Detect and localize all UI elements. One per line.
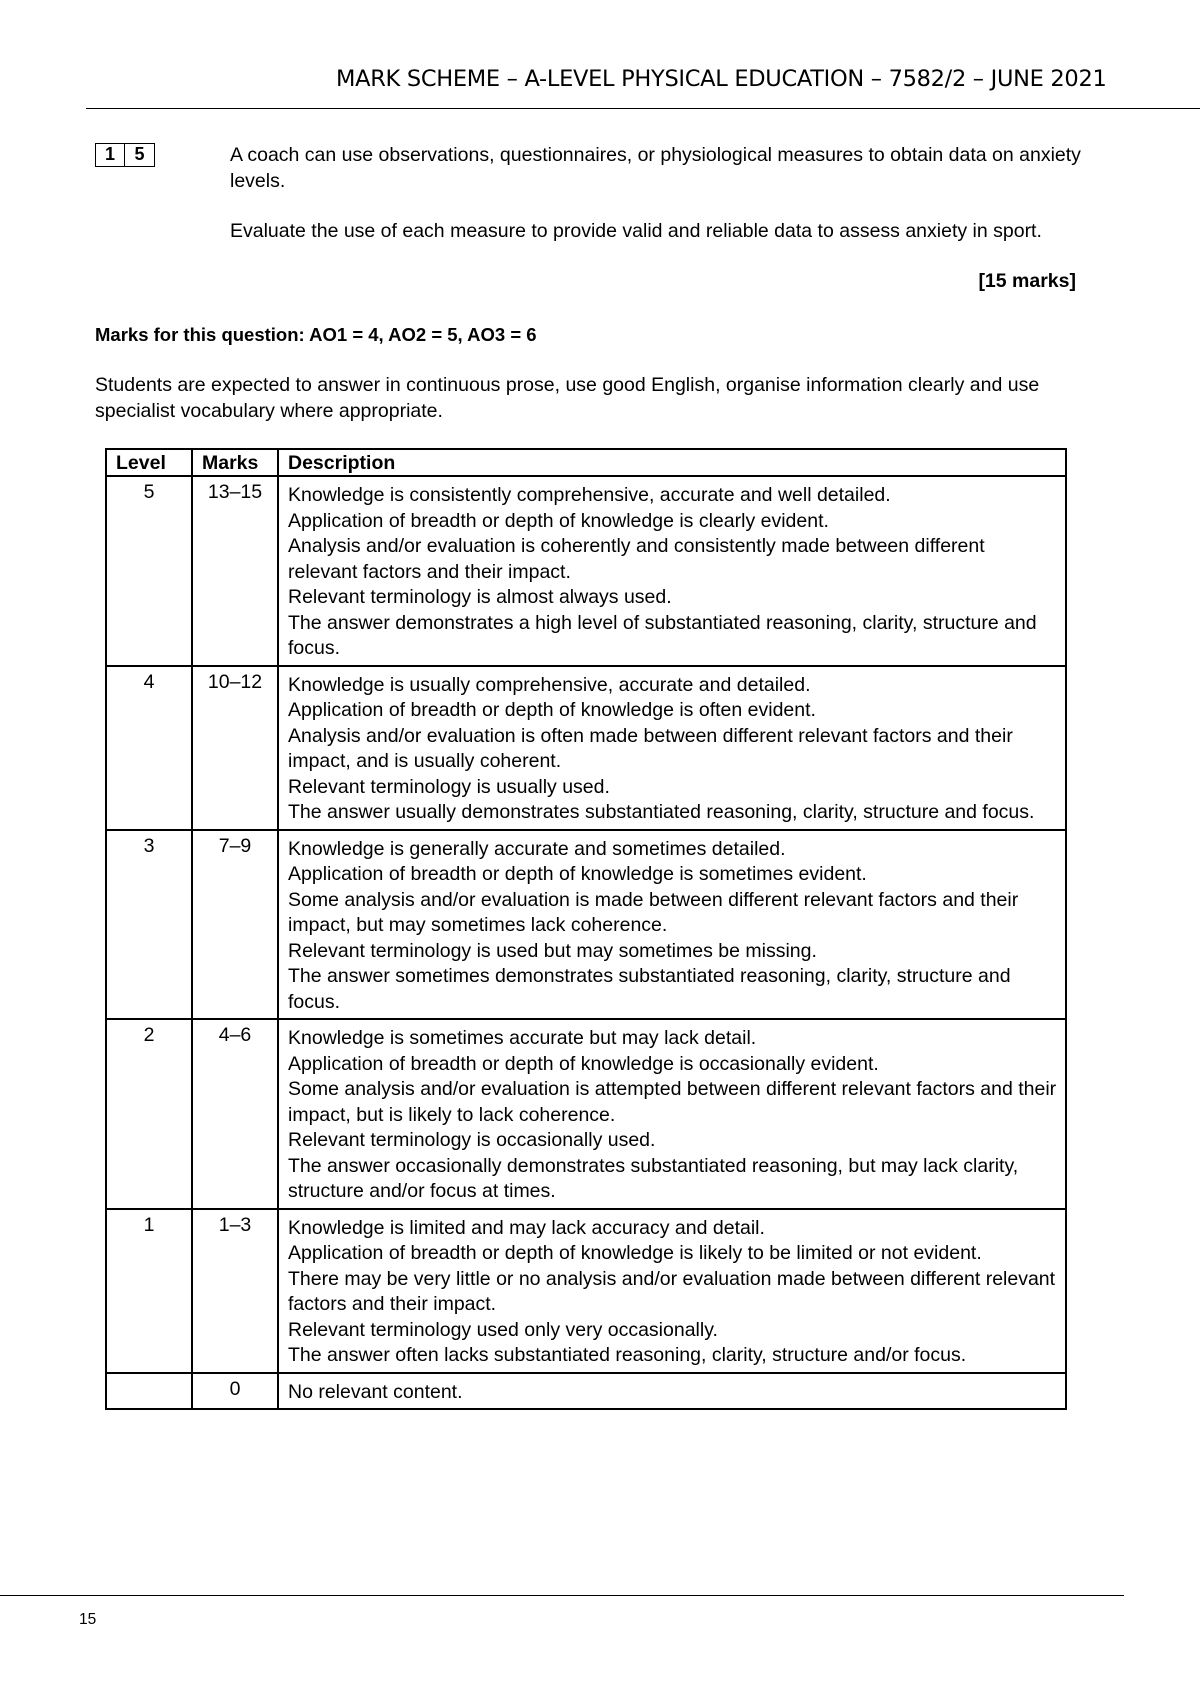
description-cell [278,1373,1066,1410]
level-cell: 4 [106,666,192,830]
marks-cell: 7–9 [192,830,278,1020]
description-line: Application of breadth or depth of knowledge is occasionally evident. [288,1052,879,1075]
page-header-title: MARK SCHEME – A-LEVEL PHYSICAL EDUCATION – 7582/2 – JUNE 2021 [336,66,1107,92]
description-line: Application of breadth or depth of knowledge is clearly evident. [288,509,829,532]
description-line: Relevant terminology is usually used. [288,775,610,798]
description-line: Knowledge is usually comprehensive, accurate and detailed. [288,673,811,696]
table-row [106,666,1066,830]
description-line: Relevant terminology is occasionally used. [288,1129,656,1151]
description-line: Application of breadth or depth of knowledge is sometimes evident. [288,863,867,885]
description-line: Analysis and/or evaluation is coherently and consistently made between different relevant factors and their impact. [288,535,985,583]
description-line: The answer demonstrates a high level of substantiated reasoning, clarity, structure and focus. [288,611,1037,659]
description-line: No relevant content. [288,1380,463,1403]
level-cell: 2 [106,1019,192,1209]
description-line: The answer usually demonstrates substantiated reasoning, clarity, structure and focus. [288,801,1035,823]
description-line: The answer sometimes demonstrates substantiated reasoning, clarity, structure and focus. [288,965,1011,1013]
level-cell: 5 [106,476,192,666]
marks-cell: 13–15 [192,476,278,666]
marks-cell: 1–3 [192,1209,278,1373]
description-line: Analysis and/or evaluation is often made between different relevant factors and their impact, and is usually coherent. [288,724,1013,772]
question-marks: [15 marks] [978,270,1076,292]
description-line: There may be very little or no analysis and/or evaluation made between different relevant factors and their impact. [288,1267,1056,1315]
question-stem: A coach can use observations, questionnaires, or physiological measures to obtain data on anxiety levels. [230,144,1081,192]
description-line: Knowledge is consistently comprehensive, accurate and well detailed. [288,484,891,506]
levels-table [105,448,1067,1410]
description-line: Some analysis and/or evaluation is made between different relevant factors and their impact, but may sometimes lack coherence. [288,888,1019,936]
table-row [106,1019,1066,1209]
description-line: Knowledge is sometimes accurate but may lack detail. [288,1027,757,1049]
description-line: Relevant terminology used only very occasionally. [288,1318,718,1341]
description-line: Application of breadth or depth of knowledge is often evident. [288,699,816,721]
description-line: Some analysis and/or evaluation is attempted between different relevant factors and their impact, but is likely to lack coherence. [288,1078,1057,1126]
description-line: The answer occasionally demonstrates substantiated reasoning, but may lack clarity, structure and/or focus at times. [288,1154,1019,1202]
header-description: Description [278,449,1066,476]
marks-cell: 10–12 [192,666,278,830]
question-number-digit: 5 [125,143,155,167]
question-number-box [95,143,155,167]
marks-cell: 4–6 [192,1019,278,1209]
description-line: The answer often lacks substantiated reasoning, clarity, structure and/or focus. [288,1344,967,1366]
description-line: Knowledge is limited and may lack accuracy and detail. [288,1216,765,1239]
description-cell [278,1019,1066,1209]
table-row [106,476,1066,666]
marks-cell: 0 [192,1373,278,1410]
header-level: Level [106,449,192,476]
question-task: Evaluate the use of each measure to provide valid and reliable data to assess anxiety in sport. [230,220,1042,242]
table-row [106,1209,1066,1373]
intro-text: Students are expected to answer in continuous prose, use good English, organise information clearly and use specialist vocabulary where appropriate. [95,374,1040,422]
page-number: 15 [79,1611,97,1628]
question-text [230,143,1090,245]
description-line: Relevant terminology is used but may sometimes be missing. [288,939,817,962]
table-row [106,830,1066,1020]
description-cell [278,830,1066,1020]
description-cell [278,666,1066,830]
marks-summary: Marks for this question: AO1 = 4, AO2 = 5, AO3 = 6 [95,324,537,345]
level-cell: 1 [106,1209,192,1373]
level-cell: 3 [106,830,192,1020]
description-cell [278,476,1066,666]
table-header-row [106,449,1066,476]
header-divider [86,108,1200,109]
description-cell [278,1209,1066,1373]
description-line: Relevant terminology is almost always used. [288,586,672,608]
level-cell [106,1373,192,1410]
table-row [106,1373,1066,1410]
header-marks: Marks [192,449,278,476]
question-number-digit: 1 [95,143,125,167]
footer-divider [0,1595,1124,1596]
description-line: Knowledge is generally accurate and sometimes detailed. [288,837,786,860]
description-line: Application of breadth or depth of knowledge is likely to be limited or not evident. [288,1242,982,1264]
